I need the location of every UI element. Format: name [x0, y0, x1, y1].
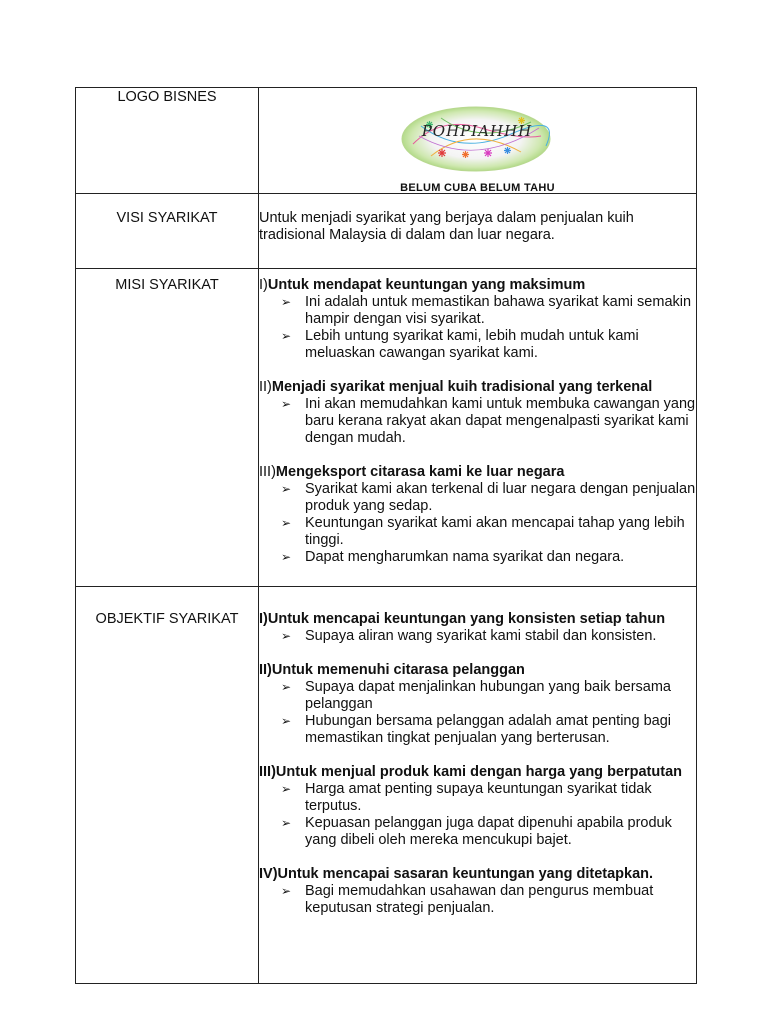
- objektif-section: [259, 611, 696, 645]
- row-objektif: [76, 587, 697, 984]
- arrow-bullet-icon: ➢: [281, 629, 292, 643]
- section-number: I): [259, 277, 268, 293]
- list-item-text: Hubungan bersama pelanggan adalah amat penting bagi memastikan tingkat penjualan yang berterusan.: [305, 713, 672, 746]
- misi-label: MISI SYARIKAT: [115, 277, 219, 293]
- section-number: IV): [259, 866, 278, 882]
- row-visi: [76, 194, 697, 269]
- bullet-list: [259, 883, 696, 917]
- section-title: Untuk mencapai sasaran keuntungan yang ditetapkan.: [277, 866, 654, 882]
- slogan: BELUM CUBA BELUM TAHU: [400, 182, 555, 194]
- bullet-list: [259, 396, 696, 447]
- logo-cell: [259, 88, 697, 194]
- list-item: [281, 883, 696, 917]
- objektif-section-heading: [259, 611, 696, 628]
- list-item: [281, 713, 696, 747]
- section-number: I): [259, 611, 268, 627]
- objektif-cell: [259, 587, 697, 984]
- misi-section-heading: [259, 379, 696, 396]
- objektif-label: OBJEKTIF SYARIKAT: [95, 611, 239, 627]
- list-item-text: Harga amat penting supaya keuntungan syarikat tidak terputus.: [305, 781, 652, 814]
- row-logo: [76, 88, 697, 194]
- list-item-text: Kepuasan pelanggan juga dapat dipenuhi apabila produk yang dibeli oleh mereka mencukupi bajet.: [305, 815, 672, 848]
- arrow-bullet-icon: ➢: [281, 397, 292, 411]
- business-logo-image: [401, 106, 551, 172]
- bullet-list: [259, 481, 696, 566]
- list-item: [281, 549, 696, 566]
- logo-label: LOGO BISNES: [117, 89, 217, 105]
- business-plan-table: [75, 87, 697, 984]
- objektif-section: [259, 662, 696, 747]
- misi-cell: [259, 269, 697, 587]
- objektif-section: [259, 866, 696, 917]
- misi-section-heading: [259, 277, 696, 294]
- list-item: [281, 328, 696, 362]
- arrow-bullet-icon: ➢: [281, 884, 292, 898]
- list-item: [281, 515, 696, 549]
- list-item: [281, 396, 696, 447]
- section-title: Untuk mendapat keuntungan yang maksimum: [267, 277, 586, 293]
- list-item: [281, 679, 696, 713]
- list-item-text: Syarikat kami akan terkenal di luar negara dengan penjualan produk yang sedap.: [305, 481, 696, 514]
- business-logo: [401, 106, 551, 172]
- label-cell-logo: [76, 88, 259, 194]
- list-item-text: Dapat mengharumkan nama syarikat dan negara.: [305, 549, 625, 565]
- list-item: [281, 815, 696, 849]
- bullet-list: [259, 294, 696, 362]
- section-title: Untuk mencapai keuntungan yang konsisten setiap tahun: [267, 611, 666, 627]
- list-item-text: Ini akan memudahkan kami untuk membuka cawangan yang baru kerana rakyat akan dapat mengenalpasti syarikat kami dengan mudah.: [305, 396, 696, 446]
- arrow-bullet-icon: ➢: [281, 482, 292, 496]
- list-item-text: Keuntungan syarikat kami akan mencapai tahap yang lebih tinggi.: [305, 515, 685, 548]
- misi-section-heading: [259, 464, 696, 481]
- list-item-text: Supaya aliran wang syarikat kami stabil dan konsisten.: [305, 628, 657, 644]
- section-number: II): [259, 662, 272, 678]
- arrow-bullet-icon: ➢: [281, 550, 292, 564]
- section-number: II): [259, 379, 272, 395]
- objektif-section-heading: [259, 662, 696, 679]
- section-number: III): [259, 464, 276, 480]
- section-number: III): [259, 764, 276, 780]
- section-title: Untuk menjual produk kami dengan harga yang berpatutan: [275, 764, 682, 780]
- row-misi: [76, 269, 697, 587]
- list-item: [281, 628, 696, 645]
- misi-section: [259, 277, 696, 362]
- arrow-bullet-icon: ➢: [281, 714, 292, 728]
- visi-cell: [259, 194, 697, 269]
- objektif-section-heading: [259, 866, 696, 883]
- list-item: [281, 294, 696, 328]
- label-cell-visi: [76, 194, 259, 269]
- arrow-bullet-icon: ➢: [281, 782, 292, 796]
- list-item-text: Supaya dapat menjalinkan hubungan yang baik bersama pelanggan: [305, 679, 671, 712]
- objektif-section: [259, 764, 696, 849]
- section-title: Untuk memenuhi citarasa pelanggan: [271, 662, 525, 678]
- arrow-bullet-icon: ➢: [281, 680, 292, 694]
- objektif-section-heading: [259, 764, 696, 781]
- bullet-list: [259, 628, 696, 645]
- label-cell-objektif: [76, 587, 259, 984]
- arrow-bullet-icon: ➢: [281, 329, 292, 343]
- misi-section: [259, 379, 696, 447]
- section-title: Mengeksport citarasa kami ke luar negara: [275, 464, 565, 480]
- visi-text: Untuk menjadi syarikat yang berjaya dalam penjualan kuih tradisional Malaysia di dalam dan luar negara.: [259, 210, 634, 243]
- label-cell-misi: [76, 269, 259, 587]
- arrow-bullet-icon: ➢: [281, 295, 292, 309]
- list-item: [281, 481, 696, 515]
- list-item-text: Lebih untung syarikat kami, lebih mudah untuk kami meluaskan cawangan syarikat kami.: [305, 328, 639, 361]
- section-title: Menjadi syarikat menjual kuih tradisional yang terkenal: [271, 379, 653, 395]
- arrow-bullet-icon: ➢: [281, 516, 292, 530]
- list-item: [281, 781, 696, 815]
- list-item-text: Bagi memudahkan usahawan dan pengurus membuat keputusan strategi penjualan.: [305, 883, 654, 916]
- arrow-bullet-icon: ➢: [281, 816, 292, 830]
- logo-brand-text: POHPIAHHH: [421, 122, 533, 140]
- list-item-text: Ini adalah untuk memastikan bahawa syarikat kami semakin hampir dengan visi syarikat.: [305, 294, 692, 327]
- misi-section: [259, 464, 696, 566]
- bullet-list: [259, 679, 696, 747]
- bullet-list: [259, 781, 696, 849]
- visi-label: VISI SYARIKAT: [116, 210, 218, 226]
